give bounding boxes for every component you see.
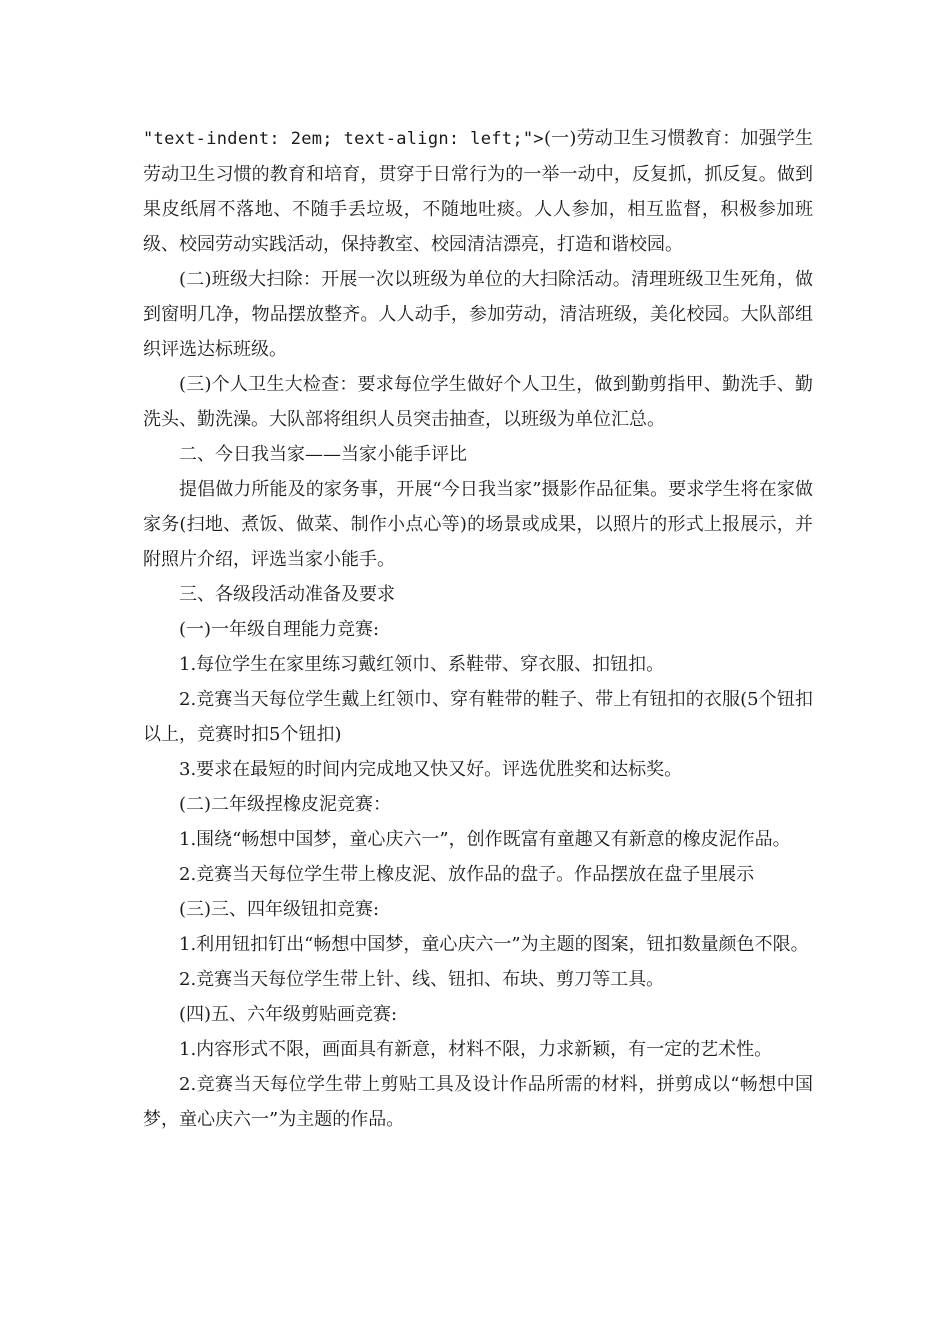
list-item: 2.竞赛当天每位学生带上针、线、钮扣、布块、剪刀等工具。 <box>179 969 665 990</box>
paragraph-text: (一)劳动卫生习惯教育：加强学生劳动卫生习惯的教育和培育，贯穿于日常行为的一举一动中，反复抓，抓反复。做到果皮纸屑不落地、不随手丢垃圾，不随地吐痰。人人参加，相互监督，积极参加班级、校园劳动实践活动，保持教室、校园清洁漂亮，打造和谐校园。 <box>143 128 814 255</box>
list-item: 1.围绕“畅想中国梦，童心庆六一”，创作既富有童趣又有新意的橡皮泥作品。 <box>179 829 791 850</box>
subheading-grade-2: (二)二年级捏橡皮泥竞赛： <box>179 794 392 815</box>
document-body <box>143 121 813 1137</box>
list-item: 3.要求在最短的时间内完成地又快又好。评选优胜奖和达标奖。 <box>179 759 683 780</box>
subheading-grade-1: (一)一年级自理能力竞赛: <box>179 619 380 640</box>
list-item: 1.每位学生在家里练习戴红领巾、系鞋带、穿衣服、扣钮扣。 <box>179 654 665 675</box>
list-item: 1.内容形式不限，画面具有新意，材料不限，力求新颖，有一定的艺术性。 <box>179 1039 773 1060</box>
subheading-grade-5-6: (四)五、六年级剪贴画竞赛: <box>179 1004 398 1025</box>
section-heading-3: 三、各级段活动准备及要求 <box>179 584 395 605</box>
list-item: 2.竞赛当天每位学生戴上红领巾、穿有鞋带的鞋子、带上有钮扣的衣服(5个钮扣以上，竞赛时扣5个钮扣) <box>143 689 813 745</box>
paragraph-labor-hygiene <box>143 121 813 262</box>
list-item: 2.竞赛当天每位学生带上剪贴工具及设计作品所需的材料，拼剪成以“畅想中国梦，童心庆六一”为主题的作品。 <box>143 1074 813 1130</box>
paragraph-class-cleaning: (二)班级大扫除：开展一次以班级为单位的大扫除活动。清理班级卫生死角，做到窗明几净，物品摆放整齐。人人动手，参加劳动，清洁班级，美化校园。大队部组织评选达标班级。 <box>143 269 813 360</box>
paragraph-personal-hygiene: (三)个人卫生大检查：要求每位学生做好个人卫生，做到勤剪指甲、勤洗手、勤洗头、勤洗澡。大队部将组织人员突击抽查，以班级为单位汇总。 <box>143 374 813 430</box>
paragraph-housework: 提倡做力所能及的家务事，开展“今日我当家”摄影作品征集。要求学生将在家做家务(扫地、煮饭、做菜、制作小点心等)的场景或成果，以照片的形式上报展示，并附照片介绍，评选当家小能手。 <box>143 479 813 570</box>
subheading-grade-3-4: (三)三、四年级钮扣竞赛: <box>179 899 380 920</box>
list-item: 2.竞赛当天每位学生带上橡皮泥、放作品的盘子。作品摆放在盘子里展示 <box>179 864 755 885</box>
section-heading-2: 二、今日我当家——当家小能手评比 <box>179 444 467 465</box>
list-item: 1.利用钮扣钉出“畅想中国梦，童心庆六一”为主题的图案，钮扣数量颜色不限。 <box>179 934 809 955</box>
stray-code-prefix: "text-indent: 2em; text-align: left;"> <box>143 129 544 149</box>
